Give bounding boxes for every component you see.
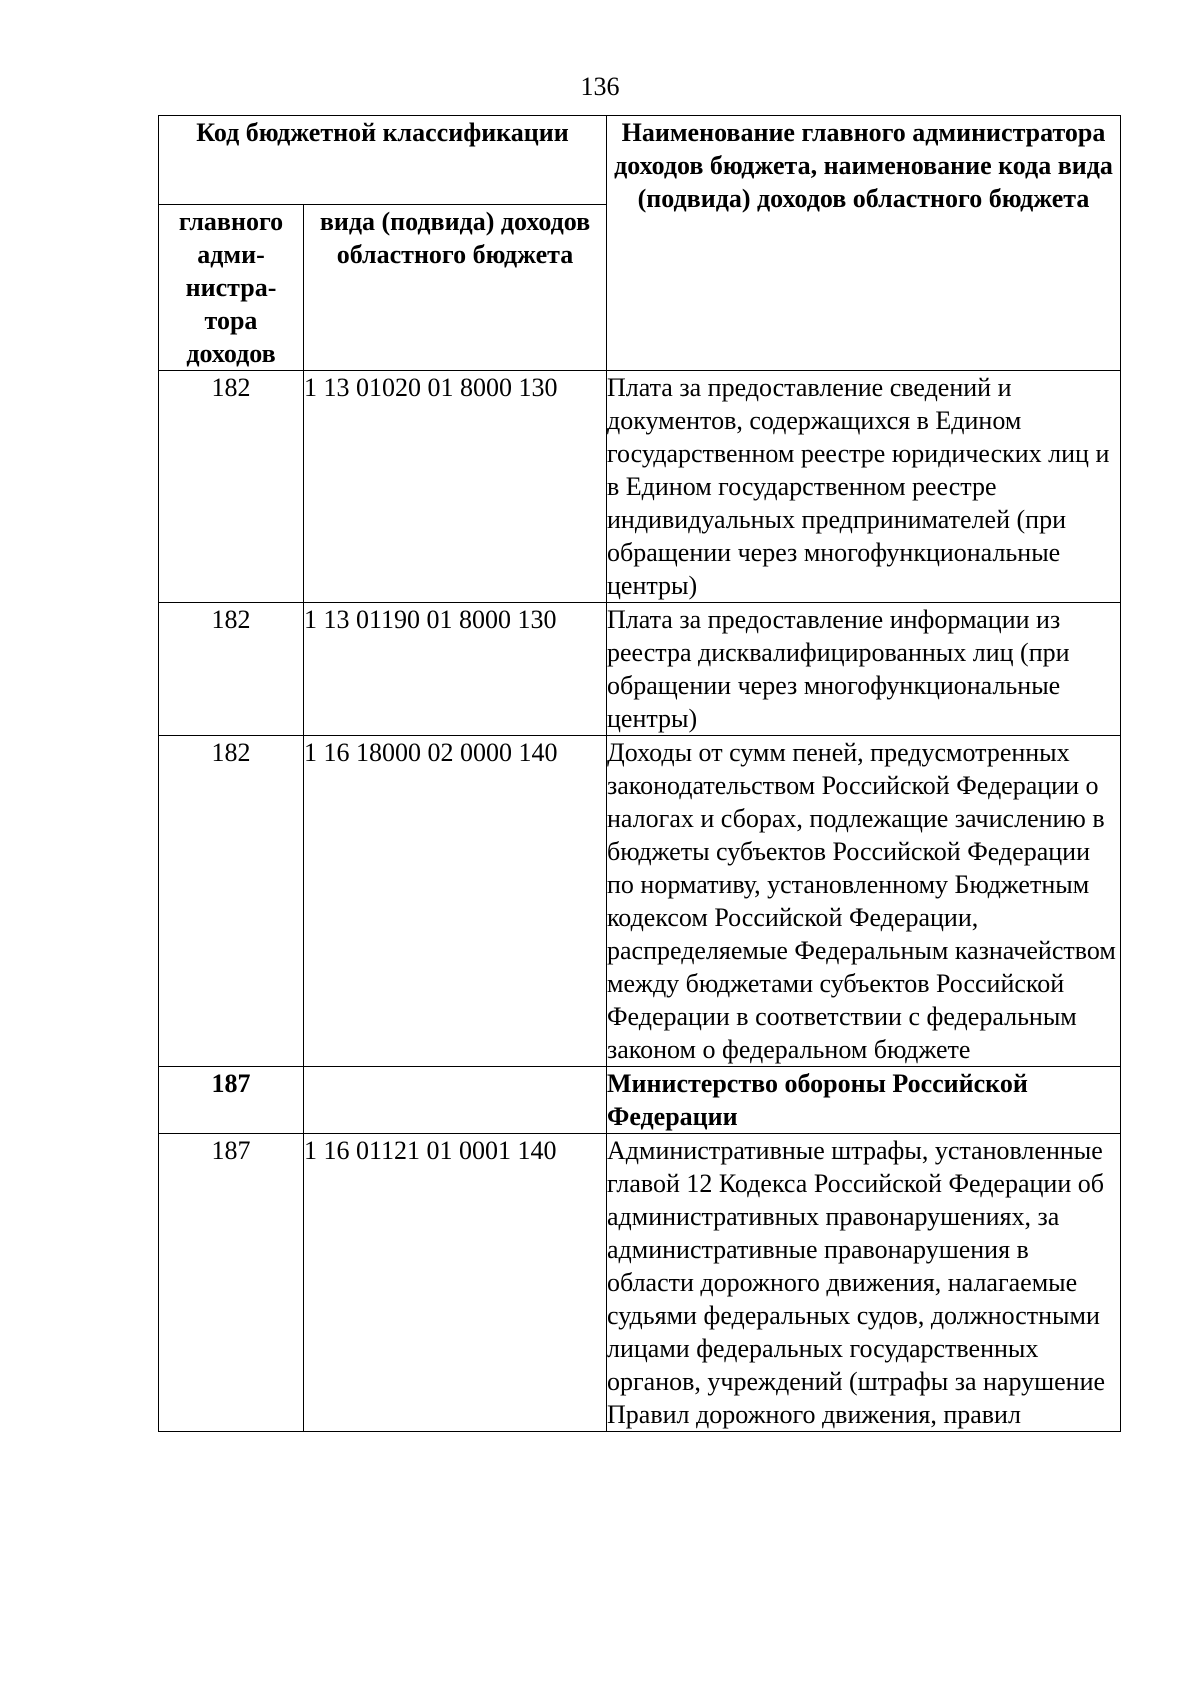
admin-code-cell: 187 (159, 1067, 304, 1134)
header-name-column: Наименование главного администратора доходов бюджета, наименование кода вида (подвида) доходов областного бюджета (607, 116, 1121, 371)
table-row (159, 736, 1121, 1067)
table-row-administrator (159, 1067, 1121, 1134)
header-budget-code-group: Код бюджетной классификации (159, 116, 607, 205)
income-code-cell: 1 13 01190 01 8000 130 (304, 603, 607, 736)
table-row (159, 603, 1121, 736)
administrator-name-cell: Министерство обороны Российской Федерации (607, 1067, 1121, 1134)
income-code-cell: 1 16 18000 02 0000 140 (304, 736, 607, 1067)
header-admin-line: тора (204, 306, 258, 335)
header-admin-line: адми- (197, 240, 265, 269)
admin-code-cell: 182 (159, 603, 304, 736)
header-admin-column (159, 205, 304, 371)
admin-code-cell: 182 (159, 371, 304, 603)
table-row (159, 1134, 1121, 1432)
header-admin-line: главного (178, 207, 284, 236)
income-name-cell: Доходы от сумм пеней, предусмотренных законодательством Российской Федерации о налогах и сборах, подлежащие зачислению в бюджеты субъектов Российской Федерации по нормативу, установленному Бюджетным кодексом Российской Федерации, распределяемые Федеральным казначейством между бюджетами субъектов Российской Федерации в соответствии с федеральным законом о федеральном бюджете (607, 736, 1121, 1067)
income-name-cell: Плата за предоставление сведений и документов, содержащихся в Едином государственном реестре юридических лиц и в Едином государственном реестре индивидуальных предпринимателей (при обращении через многофункциональные центры) (607, 371, 1121, 603)
table-row (159, 371, 1121, 603)
header-code-column: вида (подвида) доходов областного бюджета (304, 205, 607, 371)
budget-classification-table (158, 115, 1121, 1432)
admin-code-cell: 182 (159, 736, 304, 1067)
page-number: 136 (580, 72, 620, 101)
admin-code-cell: 187 (159, 1134, 304, 1432)
header-admin-line: доходов (186, 339, 276, 368)
header-admin-line: нистра- (185, 273, 277, 302)
income-name-cell: Административные штрафы, установленные главой 12 Кодекса Российской Федерации об административных правонарушениях, за административные правонарушения в области дорожного движения, налагаемые судьями федеральных судов, должностными лицами федеральных государственных органов, учреждений (штрафы за нарушение Правил дорожного движения, правил (607, 1134, 1121, 1432)
income-code-cell (304, 1067, 607, 1134)
income-code-cell: 1 13 01020 01 8000 130 (304, 371, 607, 603)
table-header-row (159, 116, 1121, 205)
income-code-cell: 1 16 01121 01 0001 140 (304, 1134, 607, 1432)
income-name-cell: Плата за предоставление информации из реестра дисквалифицированных лиц (при обращении через многофункциональные центры) (607, 603, 1121, 736)
